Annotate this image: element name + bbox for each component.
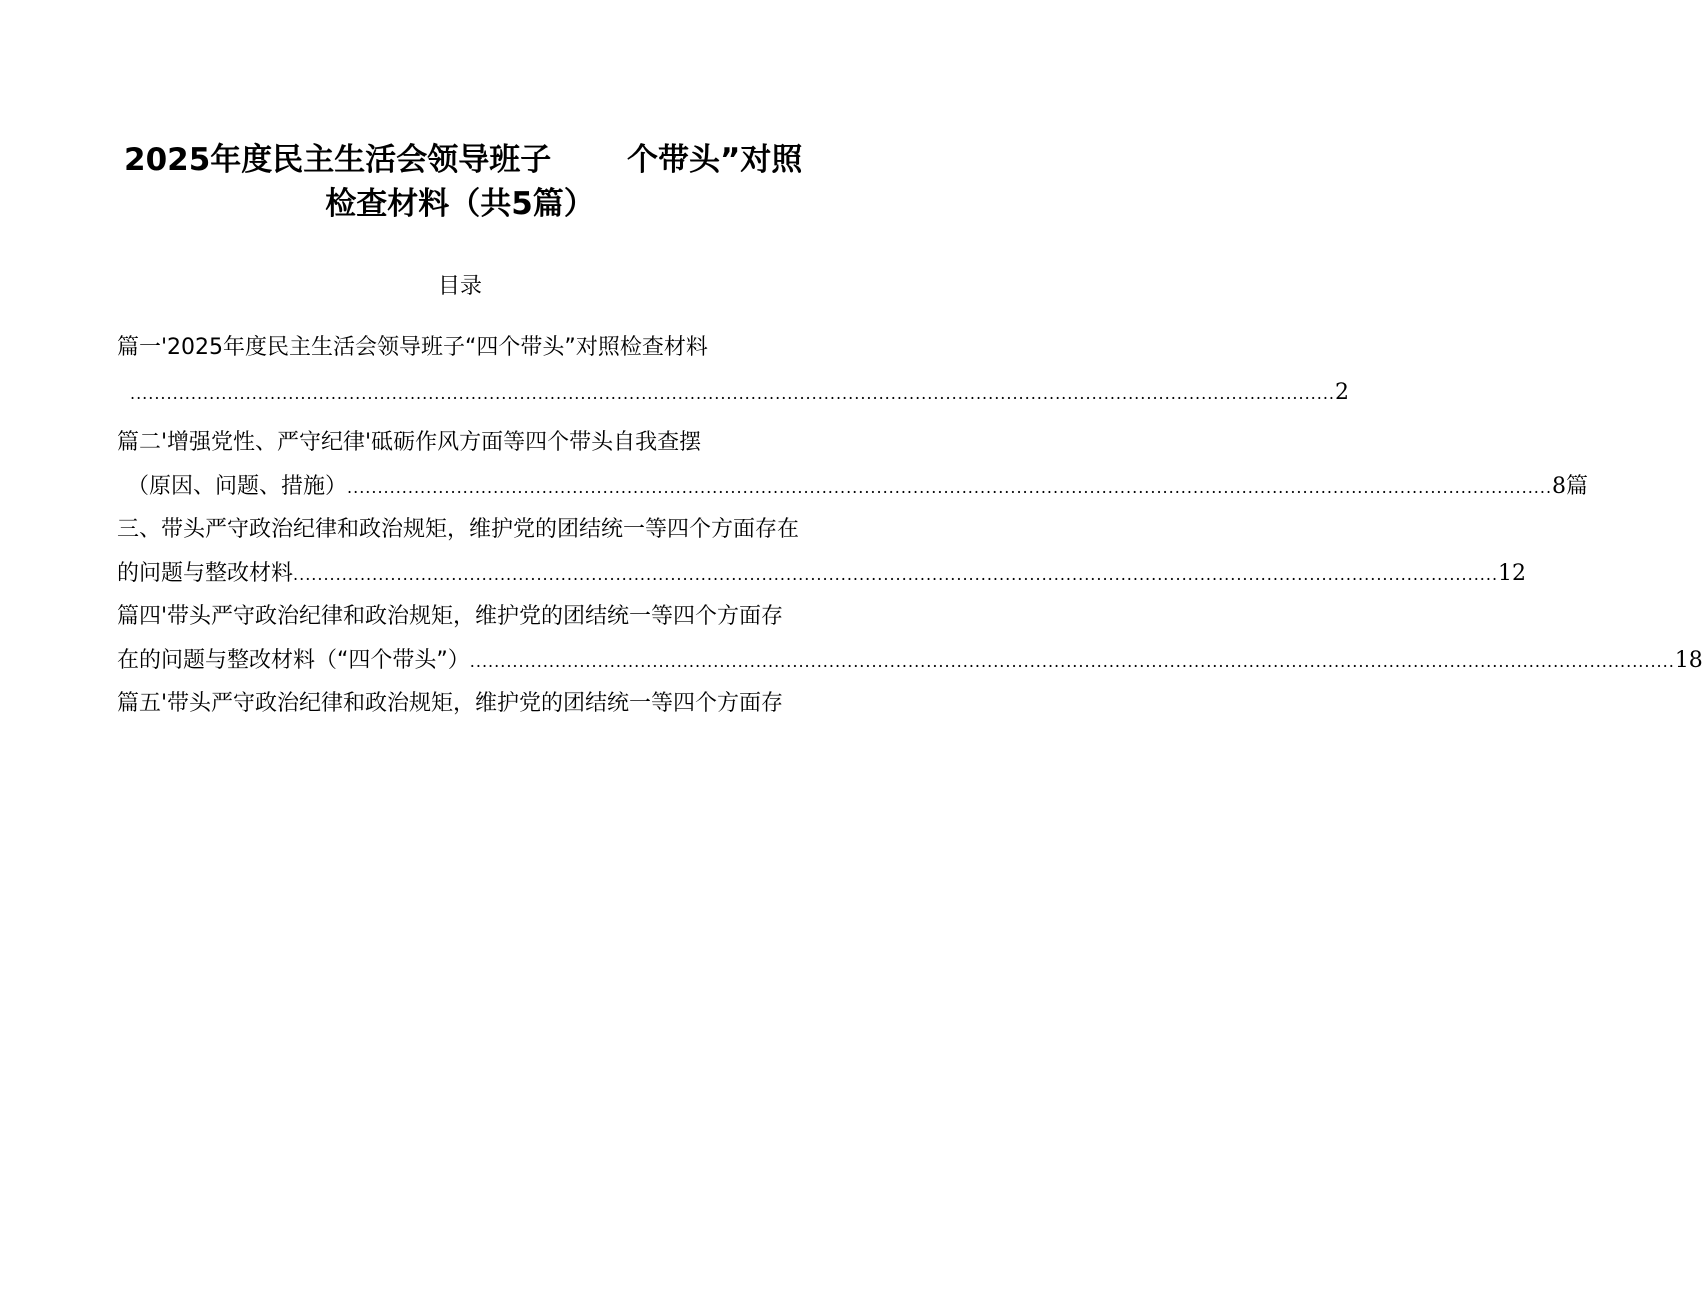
toc-entry-2-continuation: （原因、问题、措施） xyxy=(127,474,348,499)
dot-leader: ...................................................................................................................................................................................................... xyxy=(130,384,1336,403)
toc-heading: 目录 xyxy=(437,274,482,299)
toc-entry-1-page: 2 xyxy=(1335,380,1350,405)
toc-entry-4-page: 18 xyxy=(1674,648,1703,673)
toc-entry-3-leader[interactable] xyxy=(117,559,1527,590)
toc-entry-3-title[interactable]: 三、带头严守政治纪律和政治规矩，维护党的团结统一等四个方面存在 xyxy=(117,517,800,542)
toc-entry-4-leader[interactable] xyxy=(117,646,1703,677)
toc-entry-2-leader[interactable] xyxy=(127,472,1589,503)
toc-entry-5-title[interactable]: 篇五'带头严守政治纪律和政治规矩，维护党的团结统一等四个方面存 xyxy=(117,691,784,716)
toc-entry-1-leader[interactable] xyxy=(130,378,1350,409)
toc-entry-4-continuation: 在的问题与整改材料（“四个带头”） xyxy=(117,648,470,673)
dot-leader: ...................................................................................................................................................................................................... xyxy=(469,652,1675,671)
toc-entry-4-title[interactable]: 篇四'带头严守政治纪律和政治规矩，维护党的团结统一等四个方面存 xyxy=(117,604,784,629)
toc-entry-2-page: 8篇 xyxy=(1552,474,1589,499)
title-part-1: 2025年度民主生活会领导班子 xyxy=(124,142,552,178)
dot-leader: ...................................................................................................................................................................................................... xyxy=(293,565,1499,584)
toc-entry-1-title[interactable]: 篇一'2025年度民主生活会领导班子“四个带头”对照检查材料 xyxy=(117,335,708,360)
document-title-line-2: 检查材料（共5篇） xyxy=(325,186,595,222)
title-part-2: 个带头”对照 xyxy=(627,142,803,178)
toc-entry-2-title[interactable]: 篇二'增强党性、严守纪律'砥砺作风方面等四个带头自我查摆 xyxy=(117,430,702,455)
toc-entry-3-continuation: 的问题与整改材料 xyxy=(117,561,294,586)
dot-leader: ...................................................................................................................................................................................................... xyxy=(347,478,1553,497)
toc-entry-3-page: 12 xyxy=(1498,561,1527,586)
